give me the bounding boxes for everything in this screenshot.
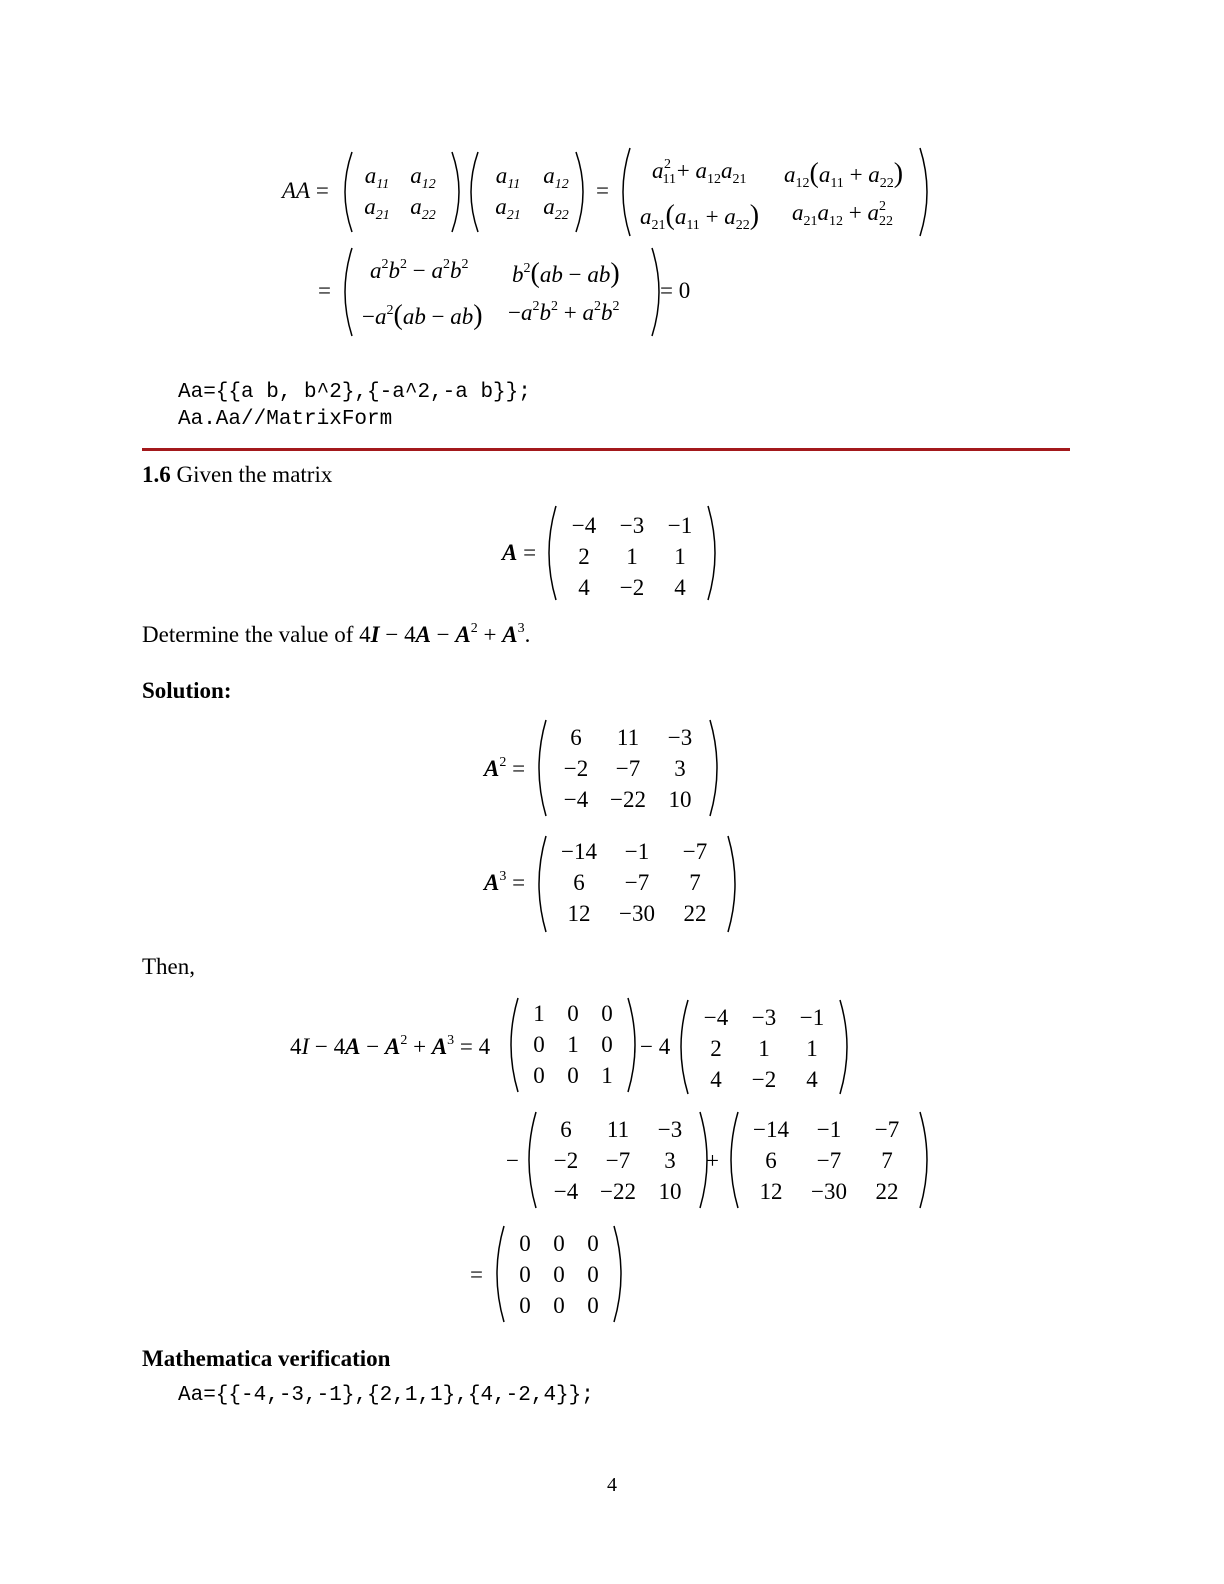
problem-number: 1.6 — [142, 462, 171, 487]
a2-label: $A^2$ = — [484, 755, 526, 781]
matrix-a-squared-repeat — [520, 1110, 716, 1210]
matrix-cell: 0 — [533, 1063, 545, 1088]
matrix-cell: 10 — [658, 1179, 682, 1204]
matrix-cell: −14 — [753, 1117, 789, 1142]
left-paren — [530, 834, 550, 934]
matrix-cell: −4 — [563, 787, 589, 812]
matrix-entries — [522, 998, 624, 1091]
matrix-cell: −30 — [619, 901, 655, 926]
matrix-cell: 4 — [806, 1067, 818, 1092]
matrix-entries — [540, 1114, 696, 1207]
matrix-row — [560, 541, 704, 572]
matrix-cell: −7 — [682, 839, 708, 864]
matrix-entries — [560, 510, 704, 603]
left-paren — [520, 1110, 540, 1210]
matrix-cell: −3 — [657, 1117, 683, 1142]
matrix-cell: −3 — [619, 513, 645, 538]
matrix-row — [540, 1114, 696, 1145]
matrix-cell: −1 — [667, 513, 693, 538]
equals-sign: = — [596, 178, 609, 203]
matrix-cell: −7 — [605, 1148, 631, 1173]
matrix-cell: 0 — [567, 1063, 579, 1088]
code-line-2: Aa.Aa//MatrixForm — [178, 408, 393, 431]
matrix-cell: −2 — [553, 1148, 579, 1173]
matrix-row — [550, 867, 724, 898]
minus-four: − 4 — [640, 1034, 671, 1059]
left-paren — [672, 998, 692, 1096]
matrix-cell: −4 — [571, 513, 597, 538]
matrix-cell: 0 — [587, 1262, 599, 1287]
right-paren — [916, 1110, 936, 1210]
minus-sign: − — [506, 1148, 519, 1173]
matrix-cell: 11 — [606, 1117, 630, 1142]
solution-heading: Solution: — [142, 678, 232, 703]
matrix-row — [508, 1290, 610, 1321]
a3-label: $A^3$ = — [484, 869, 526, 895]
matrix-cell: 0 — [553, 1262, 565, 1287]
matrix-cell: 12 — [567, 901, 591, 926]
matrix-row — [550, 784, 706, 815]
matrix-entries — [508, 1228, 610, 1321]
matrix-entries — [742, 1114, 916, 1207]
equals-sign-2: = — [318, 278, 331, 303]
matrix-row — [742, 1114, 916, 1145]
matrix-a-cubed-repeat — [722, 1110, 936, 1210]
matrix-cell: 6 — [573, 870, 585, 895]
matrix-row — [560, 510, 704, 541]
matrix-row — [550, 753, 706, 784]
matrix-cell: 22 — [875, 1179, 899, 1204]
verification-heading: Mathematica verification — [142, 1346, 391, 1371]
matrix-row — [550, 722, 706, 753]
matrix-cell: 0 — [519, 1262, 531, 1287]
matrix-row — [508, 1259, 610, 1290]
matrix-cell: 0 — [587, 1231, 599, 1256]
page-number: 4 — [607, 1474, 617, 1496]
matrix-cell: 0 — [553, 1231, 565, 1256]
problem-statement — [142, 462, 332, 488]
matrix-cell: 1 — [567, 1032, 579, 1057]
matrix-row — [742, 1176, 916, 1207]
matrix-a-first: $a_{11}$ $a_{12}$ $a_{21}$ $a_{22}$ — [336, 150, 464, 234]
left-paren — [530, 718, 550, 818]
matrix-cell: 3 — [674, 756, 686, 781]
matrix-cell: 10 — [668, 787, 692, 812]
matrix-cell: 1 — [626, 544, 638, 569]
matrix-cell: 2 — [578, 544, 590, 569]
equals-zero: = 0 — [660, 278, 691, 303]
problem-intro: Given the matrix — [176, 462, 333, 487]
matrix-cell: −22 — [600, 1179, 636, 1204]
matrix-cell: −7 — [874, 1117, 900, 1142]
matrix-cell: 2 — [710, 1036, 722, 1061]
matrix-cell: 6 — [560, 1117, 572, 1142]
matrix-cell: 12 — [759, 1179, 783, 1204]
matrix-cell: 11 — [616, 725, 640, 750]
matrix-product-values: $a^2b^2 - a^2b^2$ $b^2(ab - ab)$ $-a^2(ab - ab)$ $-a^2b^2 + a^2b^2$ — [336, 246, 666, 338]
matrix-row — [560, 572, 704, 603]
matrix-cell: −3 — [751, 1005, 777, 1030]
matrix-cell: 0 — [567, 1001, 579, 1026]
aa-lhs: AA = — [282, 178, 329, 203]
left-paren — [502, 996, 522, 1094]
matrix-cell: −4 — [553, 1179, 579, 1204]
matrix-row — [692, 1064, 836, 1095]
matrix-row — [550, 836, 724, 867]
verification-code: Aa={{-4,-3,-1},{2,1,1},{4,-2,4}}; — [178, 1384, 594, 1407]
matrix-entries — [550, 836, 724, 929]
matrix-cell: −7 — [624, 870, 650, 895]
matrix-row — [540, 1145, 696, 1176]
right-paren — [706, 718, 726, 818]
matrix-cell: −1 — [624, 839, 650, 864]
matrix-cell: −2 — [619, 575, 645, 600]
section-divider — [142, 448, 1070, 451]
matrix-cell: −2 — [751, 1067, 777, 1092]
matrix-a-repeat — [672, 998, 856, 1096]
matrix-row — [522, 1029, 624, 1060]
matrix-cell: 7 — [689, 870, 701, 895]
matrix-cell: −7 — [816, 1148, 842, 1173]
code-line-1: Aa={{a b, b^2},{-a^2,-a b}}; — [178, 381, 531, 404]
matrix-cell: 0 — [519, 1293, 531, 1318]
matrix-a-squared — [530, 718, 726, 818]
expression-lhs: $4I - 4A - A^2 + A^3 = 4$ — [290, 1033, 491, 1059]
matrix-cell: −22 — [610, 787, 646, 812]
matrix-cell: 1 — [601, 1063, 613, 1088]
matrix-cell: −14 — [561, 839, 597, 864]
matrix-cell: −2 — [563, 756, 589, 781]
right-paren — [704, 504, 724, 602]
plus-sign: + — [706, 1148, 719, 1173]
matrix-cell: 1 — [674, 544, 686, 569]
matrix-cell: −1 — [816, 1117, 842, 1142]
matrix-cell: 0 — [553, 1293, 565, 1318]
matrix-cell: 0 — [587, 1293, 599, 1318]
matrix-a-second: $a_{11}$ $a_{12}$ $a_{21}$ $a_{22}$ — [462, 150, 590, 234]
identity-matrix — [502, 996, 644, 1094]
matrix-cell: 1 — [806, 1036, 818, 1061]
matrix-entries — [550, 722, 706, 815]
matrix-cell: 4 — [578, 575, 590, 600]
matrix-cell: 6 — [570, 725, 582, 750]
matrix-cell: 0 — [519, 1231, 531, 1256]
matrix-row — [550, 898, 724, 929]
matrix-a-cubed — [530, 834, 744, 934]
matrix-cell: 4 — [710, 1067, 722, 1092]
matrix-cell: 6 — [765, 1148, 777, 1173]
matrix-cell: 22 — [683, 901, 707, 926]
matrix-cell: 4 — [674, 575, 686, 600]
matrix-cell: −3 — [667, 725, 693, 750]
equals-final: = — [470, 1262, 483, 1287]
left-paren — [540, 504, 560, 602]
right-paren — [836, 998, 856, 1096]
determine-text: Determine the value of $4I - 4A - A^2 + A^3$. — [142, 621, 531, 647]
matrix-cell: 3 — [664, 1148, 676, 1173]
matrix-cell: 0 — [601, 1032, 613, 1057]
matrix-row — [540, 1176, 696, 1207]
matrix-row — [692, 1033, 836, 1064]
matrix-a-label: A = — [502, 540, 537, 565]
matrix-cell: −7 — [615, 756, 641, 781]
matrix-cell: 7 — [881, 1148, 893, 1173]
matrix-cell: 1 — [533, 1001, 545, 1026]
matrix-cell: 0 — [533, 1032, 545, 1057]
matrix-row — [692, 1002, 836, 1033]
matrix-cell: 1 — [758, 1036, 770, 1061]
right-paren — [610, 1224, 630, 1324]
matrix-entries — [692, 1002, 836, 1095]
matrix-product-general: $a_{11}^2 + a_{12}a_{21}$ $a_{12}(a_{11} + a_{22})$ $a_{21}(a_{11} + a_{22})$ $a_{21}a_{12} + a_{22}^2$ — [614, 146, 934, 238]
matrix-row — [522, 1060, 624, 1091]
matrix-cell: 0 — [601, 1001, 613, 1026]
matrix-row — [508, 1228, 610, 1259]
matrix-a — [540, 504, 724, 602]
then-text: Then, — [142, 954, 196, 979]
right-paren — [724, 834, 744, 934]
zero-matrix — [488, 1224, 630, 1324]
matrix-cell: −1 — [799, 1005, 825, 1030]
matrix-row — [742, 1145, 916, 1176]
matrix-cell: −30 — [811, 1179, 847, 1204]
matrix-cell: −4 — [703, 1005, 729, 1030]
left-paren — [488, 1224, 508, 1324]
matrix-row — [522, 998, 624, 1029]
left-paren — [722, 1110, 742, 1210]
